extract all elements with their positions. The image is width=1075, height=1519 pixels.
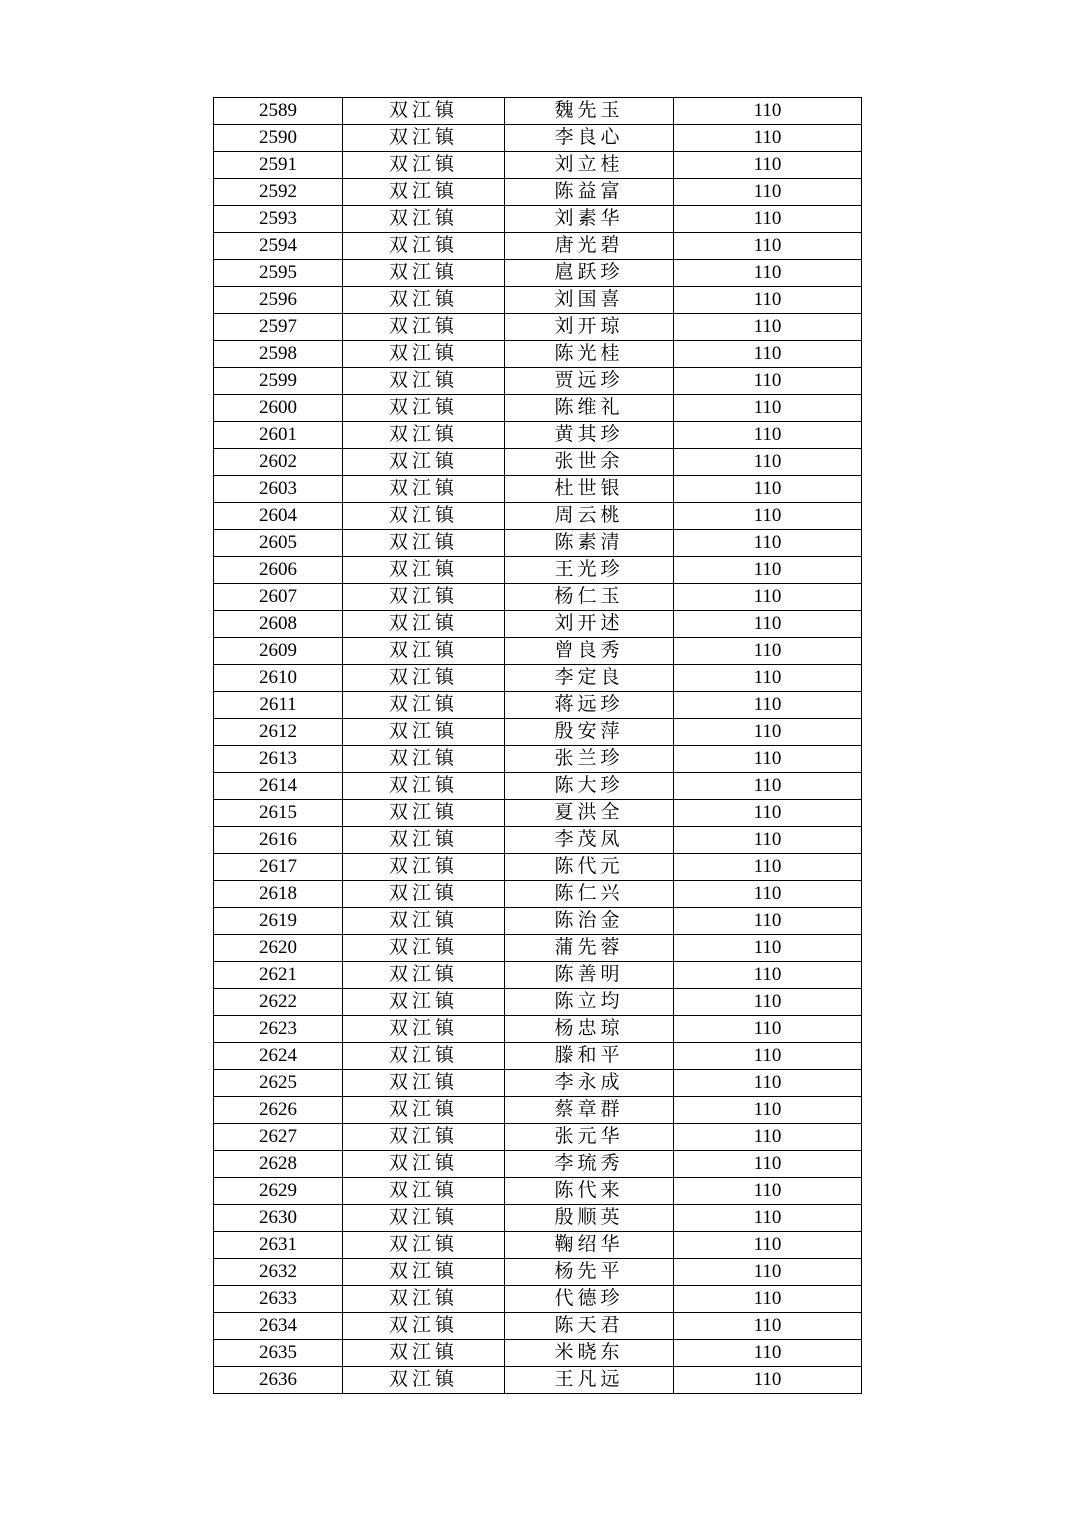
cell-number: 2601	[214, 422, 343, 449]
cell-town: 双江镇	[343, 1124, 505, 1151]
cell-name: 蒲先蓉	[505, 935, 674, 962]
cell-name: 滕和平	[505, 1043, 674, 1070]
table-row	[214, 287, 862, 314]
table-row	[214, 611, 862, 638]
cell-amount: 110	[674, 854, 862, 881]
cell-town: 双江镇	[343, 1151, 505, 1178]
cell-name: 陈仁兴	[505, 881, 674, 908]
cell-name: 刘开琼	[505, 314, 674, 341]
table-row	[214, 665, 862, 692]
cell-name: 陈素清	[505, 530, 674, 557]
cell-amount: 110	[674, 152, 862, 179]
cell-amount: 110	[674, 422, 862, 449]
cell-number: 2625	[214, 1070, 343, 1097]
cell-name: 李永成	[505, 1070, 674, 1097]
cell-number: 2616	[214, 827, 343, 854]
cell-town: 双江镇	[343, 1016, 505, 1043]
table-row	[214, 935, 862, 962]
cell-name: 李定良	[505, 665, 674, 692]
cell-name: 张元华	[505, 1124, 674, 1151]
table-row	[214, 422, 862, 449]
cell-number: 2609	[214, 638, 343, 665]
cell-name: 周云桃	[505, 503, 674, 530]
cell-amount: 110	[674, 125, 862, 152]
table-row	[214, 1016, 862, 1043]
cell-town: 双江镇	[343, 665, 505, 692]
table-row	[214, 1151, 862, 1178]
cell-town: 双江镇	[343, 206, 505, 233]
cell-amount: 110	[674, 395, 862, 422]
table-row	[214, 368, 862, 395]
table-row	[214, 638, 862, 665]
cell-town: 双江镇	[343, 1340, 505, 1367]
cell-amount: 110	[674, 368, 862, 395]
cell-number: 2604	[214, 503, 343, 530]
cell-name: 陈维礼	[505, 395, 674, 422]
cell-name: 陈代元	[505, 854, 674, 881]
cell-number: 2593	[214, 206, 343, 233]
cell-town: 双江镇	[343, 1286, 505, 1313]
cell-amount: 110	[674, 1367, 862, 1394]
cell-name: 刘国喜	[505, 287, 674, 314]
cell-amount: 110	[674, 503, 862, 530]
table-row	[214, 1043, 862, 1070]
cell-name: 鞠绍华	[505, 1232, 674, 1259]
cell-number: 2622	[214, 989, 343, 1016]
cell-number: 2589	[214, 98, 343, 125]
table-row	[214, 1232, 862, 1259]
cell-name: 李良心	[505, 125, 674, 152]
cell-name: 张世余	[505, 449, 674, 476]
cell-number: 2603	[214, 476, 343, 503]
cell-name: 王光珍	[505, 557, 674, 584]
table-row	[214, 1259, 862, 1286]
cell-town: 双江镇	[343, 719, 505, 746]
cell-amount: 110	[674, 827, 862, 854]
cell-town: 双江镇	[343, 476, 505, 503]
table-row	[214, 1367, 862, 1394]
table-row	[214, 881, 862, 908]
cell-amount: 110	[674, 1232, 862, 1259]
cell-amount: 110	[674, 1124, 862, 1151]
cell-town: 双江镇	[343, 638, 505, 665]
cell-town: 双江镇	[343, 368, 505, 395]
table-row	[214, 1313, 862, 1340]
cell-amount: 110	[674, 179, 862, 206]
cell-number: 2626	[214, 1097, 343, 1124]
cell-amount: 110	[674, 665, 862, 692]
cell-amount: 110	[674, 1178, 862, 1205]
cell-amount: 110	[674, 1205, 862, 1232]
table-row	[214, 260, 862, 287]
cell-name: 陈益富	[505, 179, 674, 206]
cell-name: 刘立桂	[505, 152, 674, 179]
cell-number: 2591	[214, 152, 343, 179]
cell-town: 双江镇	[343, 584, 505, 611]
cell-number: 2620	[214, 935, 343, 962]
cell-amount: 110	[674, 719, 862, 746]
cell-number: 2594	[214, 233, 343, 260]
cell-number: 2605	[214, 530, 343, 557]
cell-town: 双江镇	[343, 989, 505, 1016]
cell-name: 唐光碧	[505, 233, 674, 260]
cell-amount: 110	[674, 260, 862, 287]
cell-town: 双江镇	[343, 341, 505, 368]
cell-town: 双江镇	[343, 962, 505, 989]
cell-town: 双江镇	[343, 800, 505, 827]
cell-number: 2602	[214, 449, 343, 476]
cell-town: 双江镇	[343, 125, 505, 152]
cell-number: 2598	[214, 341, 343, 368]
cell-name: 代德珍	[505, 1286, 674, 1313]
cell-number: 2612	[214, 719, 343, 746]
table-row	[214, 584, 862, 611]
cell-amount: 110	[674, 638, 862, 665]
table-row	[214, 233, 862, 260]
cell-number: 2597	[214, 314, 343, 341]
cell-amount: 110	[674, 449, 862, 476]
cell-town: 双江镇	[343, 530, 505, 557]
cell-name: 陈天君	[505, 1313, 674, 1340]
cell-name: 李琉秀	[505, 1151, 674, 1178]
cell-name: 陈代来	[505, 1178, 674, 1205]
cell-amount: 110	[674, 1340, 862, 1367]
cell-amount: 110	[674, 800, 862, 827]
cell-amount: 110	[674, 962, 862, 989]
table-row	[214, 854, 862, 881]
cell-name: 曾良秀	[505, 638, 674, 665]
cell-amount: 110	[674, 746, 862, 773]
table-row	[214, 1340, 862, 1367]
cell-number: 2606	[214, 557, 343, 584]
cell-amount: 110	[674, 773, 862, 800]
cell-town: 双江镇	[343, 260, 505, 287]
cell-town: 双江镇	[343, 503, 505, 530]
cell-town: 双江镇	[343, 179, 505, 206]
cell-name: 杨先平	[505, 1259, 674, 1286]
cell-town: 双江镇	[343, 449, 505, 476]
table-row	[214, 827, 862, 854]
cell-amount: 110	[674, 314, 862, 341]
cell-number: 2608	[214, 611, 343, 638]
cell-name: 陈治金	[505, 908, 674, 935]
table-row	[214, 719, 862, 746]
cell-number: 2599	[214, 368, 343, 395]
cell-name: 张兰珍	[505, 746, 674, 773]
cell-name: 魏先玉	[505, 98, 674, 125]
table-row	[214, 1205, 862, 1232]
records-table-body	[214, 98, 862, 1394]
cell-number: 2628	[214, 1151, 343, 1178]
cell-name: 陈立均	[505, 989, 674, 1016]
cell-number: 2596	[214, 287, 343, 314]
cell-town: 双江镇	[343, 395, 505, 422]
cell-town: 双江镇	[343, 611, 505, 638]
cell-number: 2618	[214, 881, 343, 908]
cell-town: 双江镇	[343, 854, 505, 881]
table-row	[214, 530, 862, 557]
table-row	[214, 206, 862, 233]
cell-town: 双江镇	[343, 908, 505, 935]
cell-number: 2590	[214, 125, 343, 152]
cell-town: 双江镇	[343, 98, 505, 125]
table-row	[214, 395, 862, 422]
cell-town: 双江镇	[343, 746, 505, 773]
cell-town: 双江镇	[343, 1232, 505, 1259]
cell-amount: 110	[674, 692, 862, 719]
cell-town: 双江镇	[343, 1367, 505, 1394]
cell-name: 陈大珍	[505, 773, 674, 800]
cell-town: 双江镇	[343, 233, 505, 260]
cell-amount: 110	[674, 1016, 862, 1043]
table-row	[214, 962, 862, 989]
cell-town: 双江镇	[343, 152, 505, 179]
cell-town: 双江镇	[343, 314, 505, 341]
cell-number: 2600	[214, 395, 343, 422]
table-row	[214, 908, 862, 935]
table-row	[214, 746, 862, 773]
table-row	[214, 1286, 862, 1313]
cell-number: 2613	[214, 746, 343, 773]
cell-name: 刘素华	[505, 206, 674, 233]
cell-name: 李茂凤	[505, 827, 674, 854]
cell-amount: 110	[674, 557, 862, 584]
cell-town: 双江镇	[343, 287, 505, 314]
cell-name: 夏洪全	[505, 800, 674, 827]
cell-name: 陈光桂	[505, 341, 674, 368]
cell-number: 2595	[214, 260, 343, 287]
cell-name: 蒋远珍	[505, 692, 674, 719]
cell-amount: 110	[674, 1151, 862, 1178]
cell-town: 双江镇	[343, 773, 505, 800]
cell-amount: 110	[674, 1286, 862, 1313]
cell-town: 双江镇	[343, 827, 505, 854]
cell-town: 双江镇	[343, 1097, 505, 1124]
cell-number: 2592	[214, 179, 343, 206]
cell-town: 双江镇	[343, 557, 505, 584]
cell-amount: 110	[674, 611, 862, 638]
cell-name: 殷安萍	[505, 719, 674, 746]
cell-number: 2627	[214, 1124, 343, 1151]
cell-number: 2610	[214, 665, 343, 692]
cell-number: 2632	[214, 1259, 343, 1286]
cell-number: 2634	[214, 1313, 343, 1340]
table-row	[214, 449, 862, 476]
table-row	[214, 125, 862, 152]
cell-amount: 110	[674, 206, 862, 233]
cell-number: 2636	[214, 1367, 343, 1394]
cell-amount: 110	[674, 1043, 862, 1070]
cell-number: 2615	[214, 800, 343, 827]
cell-number: 2617	[214, 854, 343, 881]
table-row	[214, 98, 862, 125]
cell-amount: 110	[674, 935, 862, 962]
cell-town: 双江镇	[343, 1259, 505, 1286]
cell-name: 贾远珍	[505, 368, 674, 395]
cell-name: 杨忠琼	[505, 1016, 674, 1043]
cell-town: 双江镇	[343, 1070, 505, 1097]
cell-amount: 110	[674, 341, 862, 368]
cell-number: 2635	[214, 1340, 343, 1367]
cell-number: 2630	[214, 1205, 343, 1232]
cell-amount: 110	[674, 989, 862, 1016]
cell-number: 2623	[214, 1016, 343, 1043]
cell-name: 扈跃珍	[505, 260, 674, 287]
records-table	[213, 97, 862, 1394]
cell-amount: 110	[674, 1259, 862, 1286]
cell-amount: 110	[674, 530, 862, 557]
cell-town: 双江镇	[343, 881, 505, 908]
table-row	[214, 314, 862, 341]
cell-number: 2619	[214, 908, 343, 935]
cell-amount: 110	[674, 881, 862, 908]
table-row	[214, 179, 862, 206]
cell-amount: 110	[674, 287, 862, 314]
cell-name: 杜世银	[505, 476, 674, 503]
table-row	[214, 773, 862, 800]
cell-town: 双江镇	[343, 1043, 505, 1070]
cell-amount: 110	[674, 908, 862, 935]
cell-amount: 110	[674, 98, 862, 125]
table-row	[214, 341, 862, 368]
cell-name: 王凡远	[505, 1367, 674, 1394]
cell-town: 双江镇	[343, 692, 505, 719]
cell-number: 2614	[214, 773, 343, 800]
cell-name: 黄其珍	[505, 422, 674, 449]
table-row	[214, 1097, 862, 1124]
cell-number: 2624	[214, 1043, 343, 1070]
table-row	[214, 1124, 862, 1151]
table-row	[214, 503, 862, 530]
cell-name: 刘开述	[505, 611, 674, 638]
cell-number: 2633	[214, 1286, 343, 1313]
cell-town: 双江镇	[343, 1313, 505, 1340]
cell-town: 双江镇	[343, 1205, 505, 1232]
cell-amount: 110	[674, 233, 862, 260]
table-row	[214, 692, 862, 719]
cell-amount: 110	[674, 1313, 862, 1340]
cell-town: 双江镇	[343, 422, 505, 449]
cell-amount: 110	[674, 584, 862, 611]
table-row	[214, 1070, 862, 1097]
cell-name: 米晓东	[505, 1340, 674, 1367]
cell-amount: 110	[674, 1097, 862, 1124]
cell-town: 双江镇	[343, 935, 505, 962]
cell-name: 杨仁玉	[505, 584, 674, 611]
table-row	[214, 557, 862, 584]
cell-name: 蔡章群	[505, 1097, 674, 1124]
cell-name: 殷顺英	[505, 1205, 674, 1232]
table-row	[214, 1178, 862, 1205]
table-row	[214, 152, 862, 179]
table-row	[214, 800, 862, 827]
cell-town: 双江镇	[343, 1178, 505, 1205]
cell-name: 陈善明	[505, 962, 674, 989]
cell-number: 2611	[214, 692, 343, 719]
cell-amount: 110	[674, 1070, 862, 1097]
cell-amount: 110	[674, 476, 862, 503]
cell-number: 2607	[214, 584, 343, 611]
cell-number: 2631	[214, 1232, 343, 1259]
table-row	[214, 476, 862, 503]
cell-number: 2621	[214, 962, 343, 989]
table-row	[214, 989, 862, 1016]
cell-number: 2629	[214, 1178, 343, 1205]
